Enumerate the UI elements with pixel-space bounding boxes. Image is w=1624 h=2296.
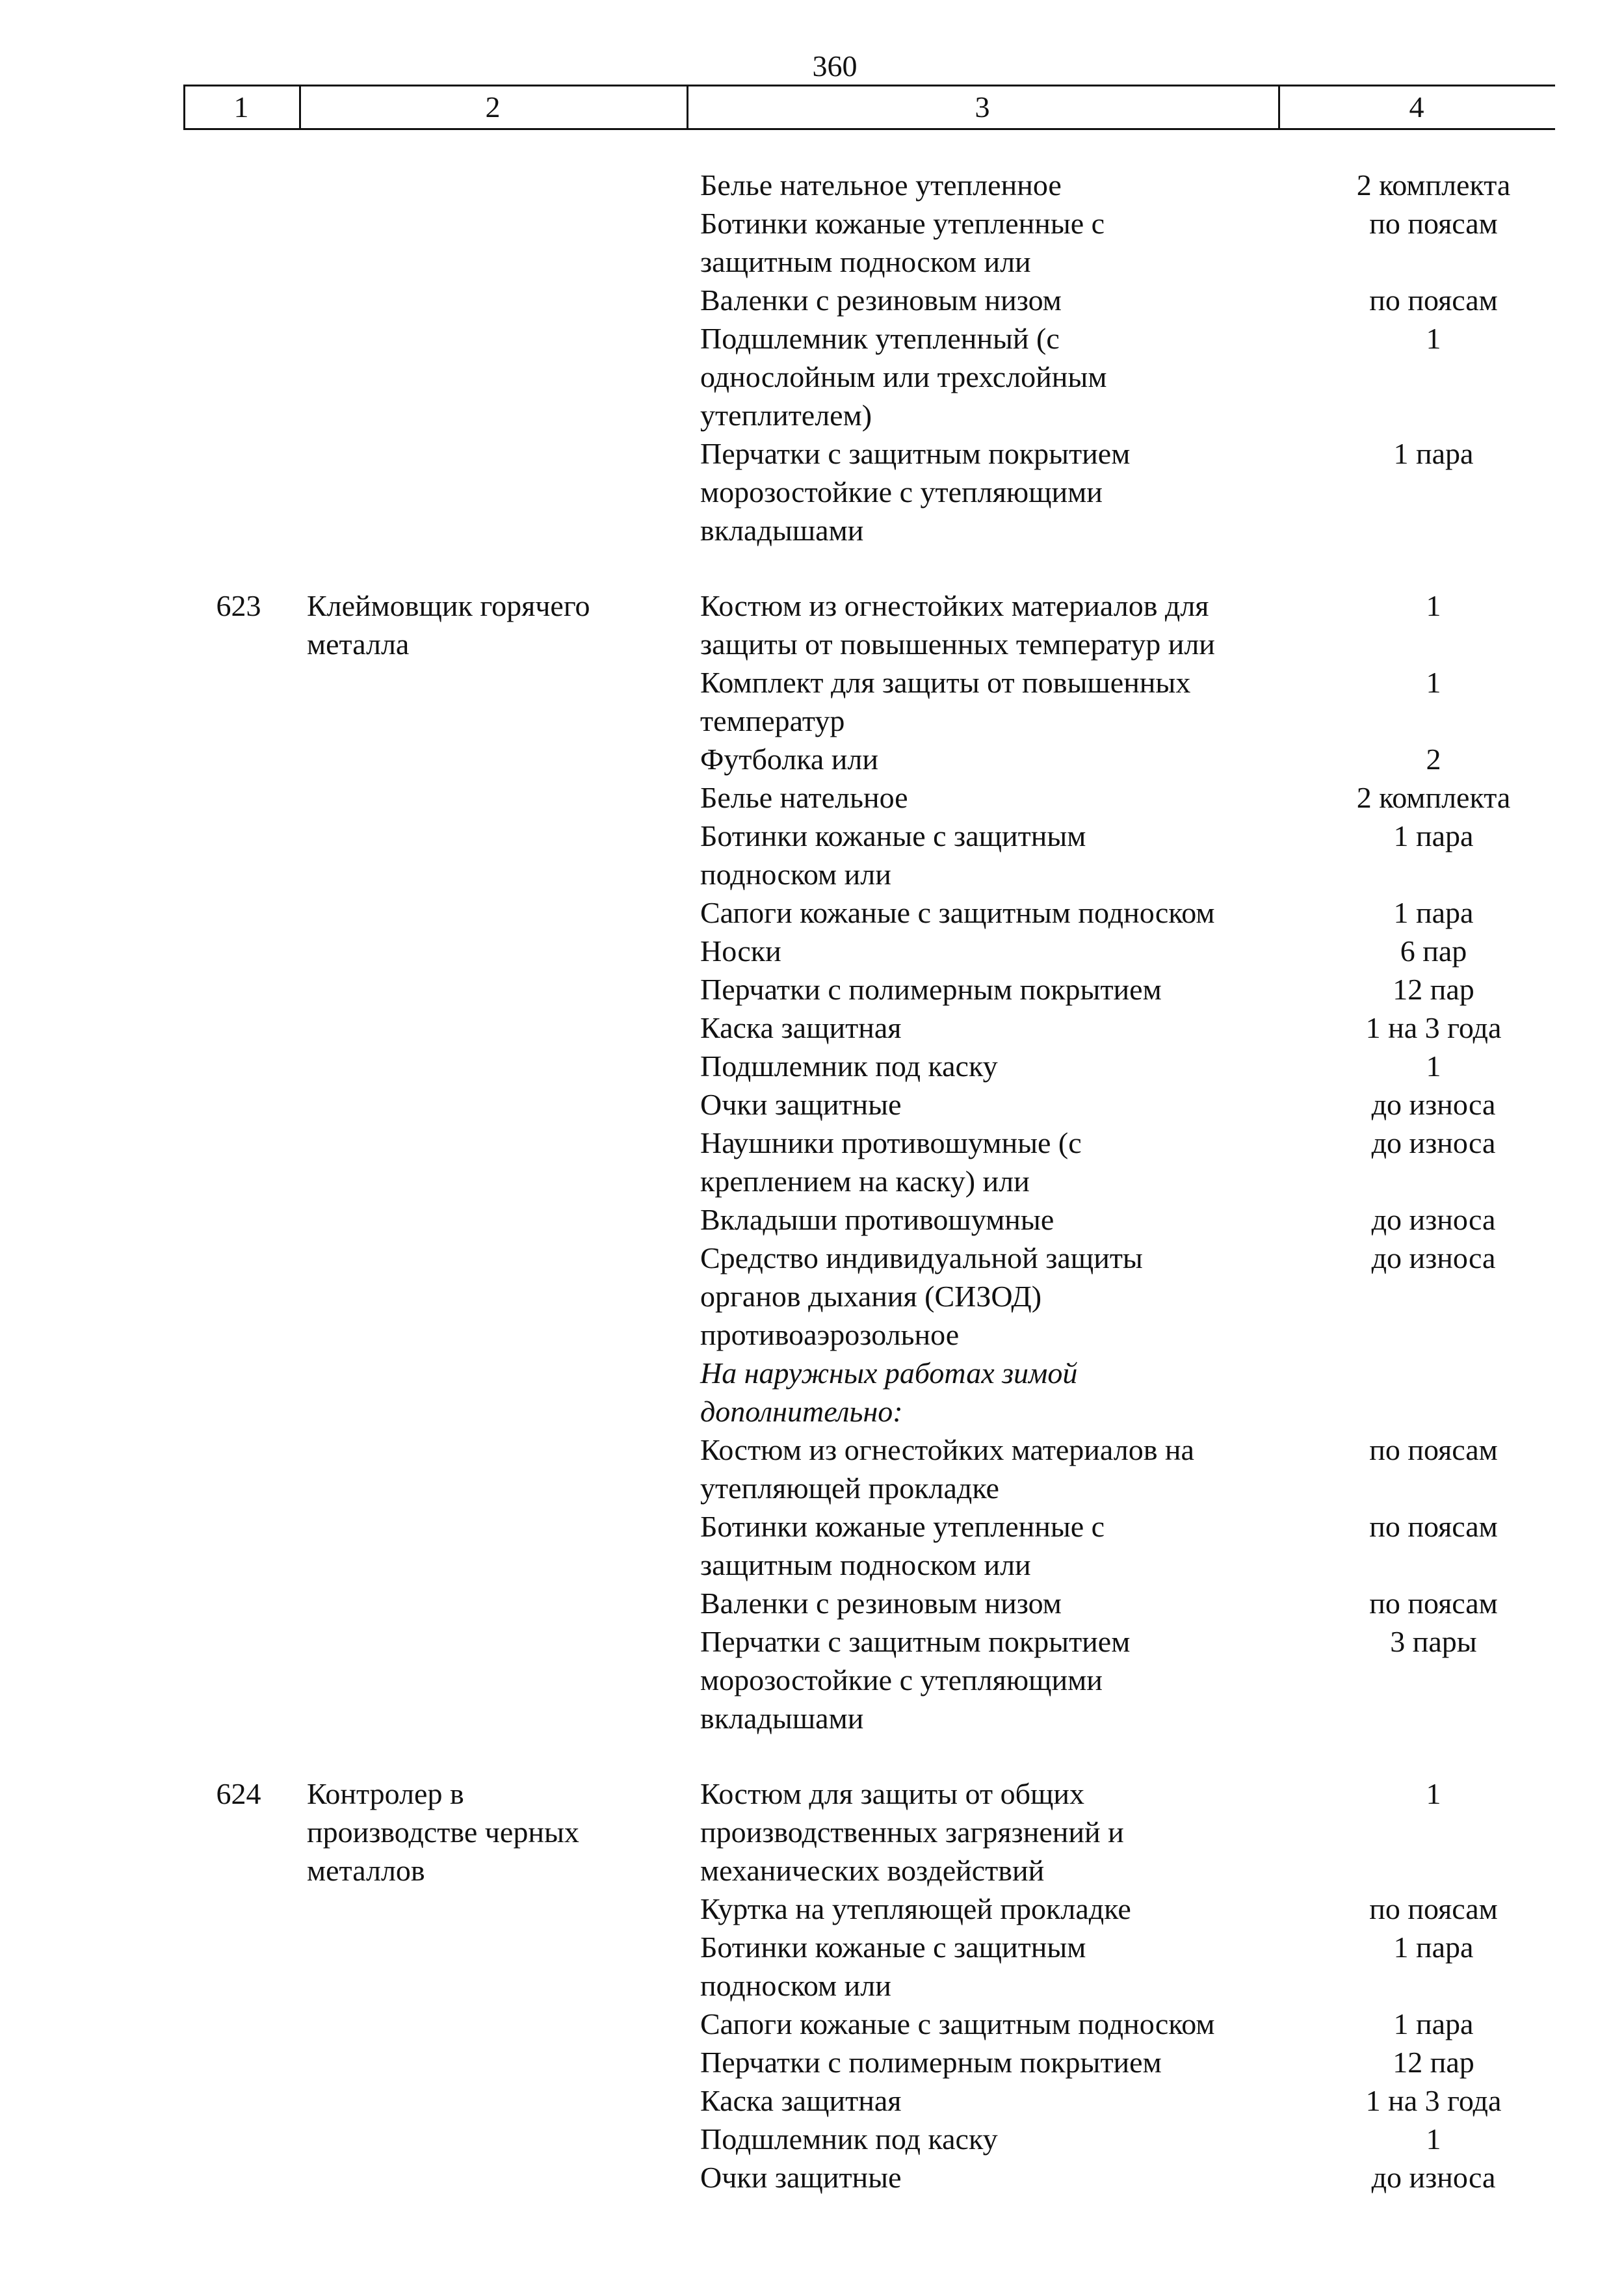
occupation-title xyxy=(307,587,671,663)
column-header-3: 3 xyxy=(975,90,990,124)
ppe-item xyxy=(700,319,1285,434)
ppe-quantity: 1 пара xyxy=(1393,819,1474,852)
ppe-item xyxy=(700,970,1285,1009)
text-line: Ботинки кожаные с защитным xyxy=(700,819,1086,852)
ppe-quantity: по поясам xyxy=(1369,1587,1498,1620)
ppe-item xyxy=(700,817,1285,893)
ppe-item xyxy=(700,2043,1285,2081)
ppe-item xyxy=(700,1507,1285,1584)
ppe-quantity: 1 пара xyxy=(1393,2007,1474,2040)
text-line: Контролер в xyxy=(307,1777,464,1810)
text-line: металлов xyxy=(307,1854,425,1887)
text-line: Перчатки с полимерным покрытием xyxy=(700,2046,1162,2079)
ppe-quantity: 1 xyxy=(1426,589,1441,622)
ppe-item xyxy=(700,166,1285,204)
ppe-quantity: 2 xyxy=(1426,743,1441,776)
ppe-quantity: 1 пара xyxy=(1393,896,1474,929)
ppe-item xyxy=(700,1622,1285,1737)
ppe-item xyxy=(700,778,1285,817)
section-note xyxy=(700,1354,1285,1431)
text-line: Очки защитные xyxy=(700,1088,902,1121)
ppe-quantity: до износа xyxy=(1371,1241,1496,1274)
ppe-item xyxy=(700,2081,1285,2120)
ppe-quantity: 1 на 3 года xyxy=(1365,2084,1502,2117)
text-line: Вкладыши противошумные xyxy=(700,1203,1054,1236)
ppe-quantity: по поясам xyxy=(1369,1892,1498,1925)
text-line: Подшлемник под каску xyxy=(700,1049,998,1083)
ppe-item xyxy=(700,1239,1285,1354)
ppe-item xyxy=(700,587,1285,663)
column-header-row xyxy=(183,85,1555,130)
text-line: Средство индивидуальной защиты xyxy=(700,1241,1143,1274)
text-line: креплением на каску) или xyxy=(700,1165,1030,1198)
text-line: температур xyxy=(700,704,845,737)
entry-number: 623 xyxy=(216,589,261,622)
column-header-1: 1 xyxy=(233,90,249,124)
text-line: Каска защитная xyxy=(700,2084,902,2117)
text-line: Очки защитные xyxy=(700,2161,902,2194)
ppe-quantity: 1 xyxy=(1426,666,1441,699)
text-line: Носки xyxy=(700,934,781,968)
ppe-item xyxy=(700,2120,1285,2158)
text-line: Перчатки с защитным покрытием xyxy=(700,1625,1131,1658)
text-line: защитным подноском или xyxy=(700,245,1031,278)
ppe-item xyxy=(700,663,1285,740)
text-line: вкладышами xyxy=(700,514,864,547)
text-line: механических воздействий xyxy=(700,1854,1045,1887)
text-line: Клеймовщик горячего xyxy=(307,589,590,622)
text-line: Белье нательное xyxy=(700,781,908,814)
ppe-quantity: 6 пар xyxy=(1400,934,1467,968)
text-line: подноском или xyxy=(700,1969,891,2002)
text-line: подноском или xyxy=(700,858,891,891)
ppe-quantity: 12 пар xyxy=(1393,973,1474,1006)
ppe-item xyxy=(700,1085,1285,1124)
occupation-title xyxy=(307,1775,671,1890)
ppe-item xyxy=(700,740,1285,778)
text-line: Белье нательное утепленное xyxy=(700,168,1062,202)
text-line: Костюм для защиты от общих xyxy=(700,1777,1085,1810)
text-line: Ботинки кожаные утепленные с xyxy=(700,1510,1105,1543)
column-header-4: 4 xyxy=(1409,90,1424,124)
ppe-quantity: 1 xyxy=(1426,2122,1441,2156)
text-line: морозостойкие с утепляющими xyxy=(700,1663,1103,1696)
text-line: Каска защитная xyxy=(700,1011,902,1044)
ppe-quantity: до износа xyxy=(1371,1088,1496,1121)
ppe-item xyxy=(700,2158,1285,2197)
ppe-item xyxy=(700,893,1285,932)
text-line: Валенки с резиновым низом xyxy=(700,1587,1062,1620)
text-line: Подшлемник под каску xyxy=(700,2122,998,2156)
text-line: металла xyxy=(307,627,410,661)
ppe-quantity: до износа xyxy=(1371,2161,1496,2194)
column-header-2: 2 xyxy=(485,90,501,124)
text-line: Валенки с резиновым низом xyxy=(700,284,1062,317)
text-line: защитным подноском или xyxy=(700,1548,1031,1581)
ppe-item xyxy=(700,1047,1285,1085)
ppe-item xyxy=(700,1775,1285,1890)
ppe-item xyxy=(700,932,1285,970)
text-line: Ботинки кожаные с защитным xyxy=(700,1931,1086,1964)
ppe-item xyxy=(700,204,1285,281)
text-line: Наушники противошумные (с xyxy=(700,1126,1082,1159)
ppe-quantity: 1 xyxy=(1426,1049,1441,1083)
text-line: Подшлемник утепленный (с xyxy=(700,322,1060,355)
text-line: производственных загрязнений и xyxy=(700,1815,1124,1849)
ppe-quantity: 2 комплекта xyxy=(1356,781,1511,814)
ppe-quantity: 2 комплекта xyxy=(1356,168,1511,202)
ppe-quantity: по поясам xyxy=(1369,207,1498,240)
text-line: На наружных работах зимой xyxy=(700,1356,1078,1390)
ppe-item xyxy=(700,1200,1285,1239)
text-line: Костюм из огнестойких материалов для xyxy=(700,589,1209,622)
text-line: Костюм из огнестойких материалов на xyxy=(700,1433,1194,1466)
text-line: Ботинки кожаные утепленные с xyxy=(700,207,1105,240)
text-line: морозостойкие с утепляющими xyxy=(700,475,1103,508)
entry-number: 624 xyxy=(216,1777,261,1810)
ppe-quantity: 1 xyxy=(1426,322,1441,355)
ppe-quantity: до износа xyxy=(1371,1203,1496,1236)
text-line: дополнительно: xyxy=(700,1395,903,1428)
ppe-quantity: 1 пара xyxy=(1393,1931,1474,1964)
text-line: Сапоги кожаные с защитным подноском xyxy=(700,2007,1215,2040)
ppe-item xyxy=(700,1928,1285,2005)
text-line: Сапоги кожаные с защитным подноском xyxy=(700,896,1215,929)
ppe-quantity: по поясам xyxy=(1369,284,1498,317)
text-line: противоаэрозольное xyxy=(700,1318,960,1351)
text-line: Перчатки с полимерным покрытием xyxy=(700,973,1162,1006)
text-line: Куртка на утепляющей прокладке xyxy=(700,1892,1131,1925)
ppe-item xyxy=(700,1009,1285,1047)
text-line: органов дыхания (СИЗОД) xyxy=(700,1280,1042,1313)
text-line: однослойным или трехслойным xyxy=(700,360,1107,393)
ppe-item xyxy=(700,1890,1285,1928)
ppe-item xyxy=(700,281,1285,319)
ppe-quantity: до износа xyxy=(1371,1126,1496,1159)
text-line: вкладышами xyxy=(700,1702,864,1735)
ppe-quantity: 1 пара xyxy=(1393,437,1474,470)
text-line: Комплект для защиты от повышенных xyxy=(700,666,1191,699)
ppe-quantity: по поясам xyxy=(1369,1510,1498,1543)
text-line: утепляющей прокладке xyxy=(700,1471,999,1505)
ppe-item xyxy=(700,1431,1285,1507)
ppe-item xyxy=(700,434,1285,549)
ppe-item xyxy=(700,1584,1285,1622)
ppe-item xyxy=(700,1124,1285,1200)
text-line: Перчатки с защитным покрытием xyxy=(700,437,1131,470)
ppe-quantity: 12 пар xyxy=(1393,2046,1474,2079)
text-line: Футболка или xyxy=(700,743,878,776)
text-line: производстве черных xyxy=(307,1815,579,1849)
text-line: утеплителем) xyxy=(700,399,872,432)
ppe-quantity: 1 на 3 года xyxy=(1365,1011,1502,1044)
ppe-quantity: по поясам xyxy=(1369,1433,1498,1466)
ppe-item xyxy=(700,2005,1285,2043)
ppe-quantity: 3 пары xyxy=(1390,1625,1477,1658)
ppe-quantity: 1 xyxy=(1426,1777,1441,1810)
page-number: 360 xyxy=(812,49,858,83)
text-line: защиты от повышенных температур или xyxy=(700,627,1215,661)
